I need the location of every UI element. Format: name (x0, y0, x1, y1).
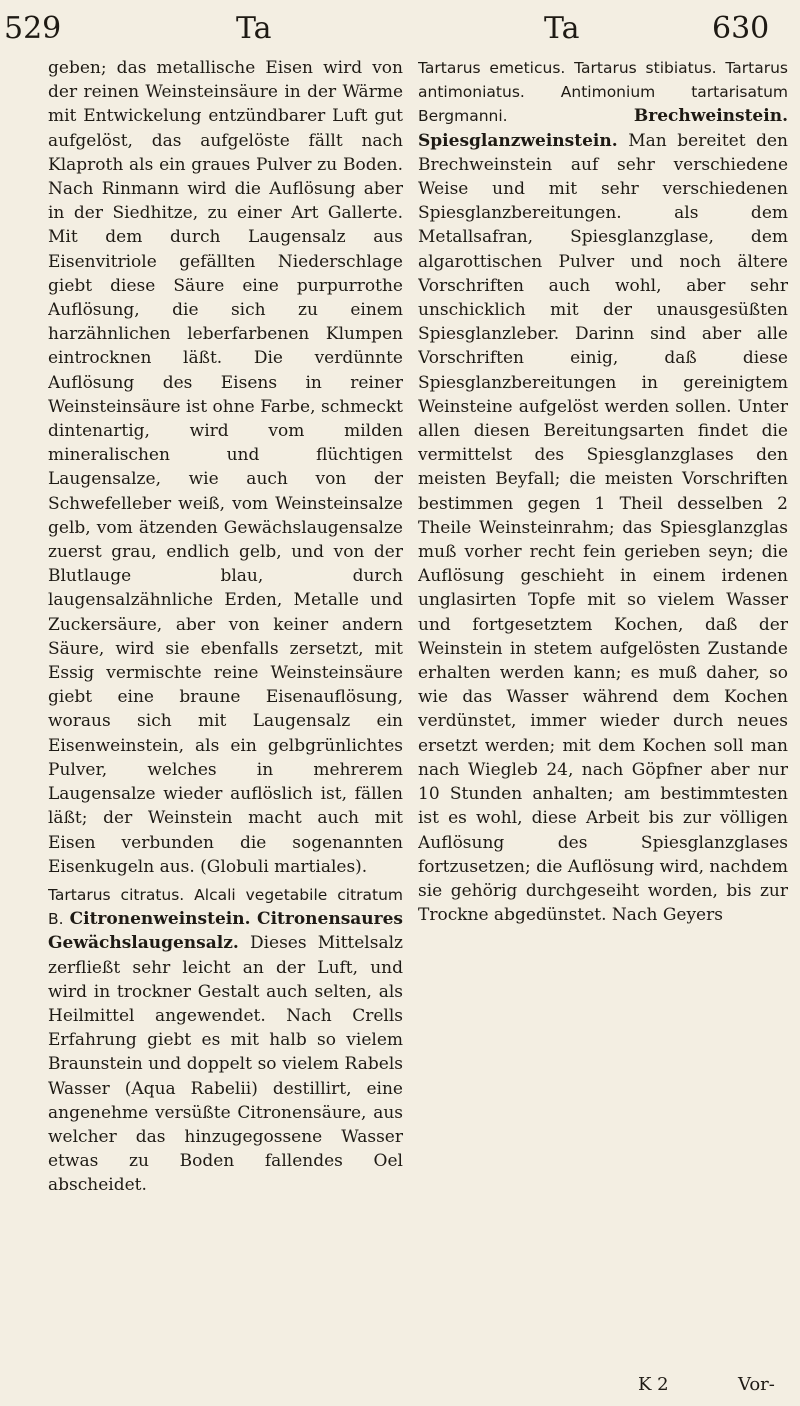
headword-right: Ta (544, 11, 580, 46)
left-column (48, 56, 403, 1396)
entry-headword-german: Brechweinstein. Spiesglanzweinstein. (418, 106, 788, 151)
running-header (0, 8, 800, 52)
entry-tartarus-emeticus (418, 56, 788, 927)
catchword: Vor- (738, 1374, 775, 1395)
entry-term: Tartarus emeticus. Tartarus stibiatus. Tartarus antimoniatus. Antimonium tartarisatum Bergmanni. (418, 59, 788, 126)
entry-body: Man bereitet den Brechweinstein auf sehr verschiedene Weise und mit sehr verschiedenen Spiesglanzbereitungen. als dem Metallsafran, Spiesglanzglase, dem algarottischen Pulver und noch ältere Vorschriften auch wohl, aber sehr unschicklich mit der unausgesüßten Spiesglanzleber. Darinn sind aber alle Vorschriften einig, daß diese Spiesglanzbereitungen in gereinigtem Weinsteine aufgelöst werden sollen. Unter allen diesen Bereitungsarten findet die vermittelst des Spiesglanzglases den meisten Beyfall; die meisten Vorschriften bestimmen gegen 1 Theil desselben 2 Theile Weinsteinrahm; das Spiesglanzglas muß vorher recht fein gerieben seyn; die Auflösung geschieht in einem irdenen unglasirten Topfe mit so vielem Wasser und fortgesetztem Kochen, daß der Weinstein in stetem aufgelösten Zustande erhalten werden kann; es muß daher, so wie das Wasser während dem Kochen verdünstet, immer wieder durch neues ersetzt werden; mit dem Kochen soll man nach Wiegleb 24, nach Göpfner aber nur 10 Stunden anhalten; am bestimmtesten ist es wohl, diese Arbeit bis zur völligen Auflösung des Spiesglanzglases fortzusetzen; die Auflösung wird, nachdem sie gehörig durchgeseiht worden, bis zur Trockne abgedünstet. Nach Geyers (418, 130, 788, 926)
headword-left: Ta (236, 11, 272, 46)
entry-term: Tartarus citratus. Alcali vegetabile citratum B. (48, 885, 403, 929)
entry-body: Dieses Mittelsalz zerfließt sehr leicht an der Luft, und wird in trockner Gestalt auch selten, als Heilmittel angewendet. Nach Crells Erfahrung giebt es mit halb so vielem Braunstein und doppelt so vielem Rabels Wasser (Aqua Rabelii) destillirt, eine angenehme versüßte Citronensäure, aus welcher das hinzugegossene Wasser etwas zu Boden fallendes Oel abscheidet. (48, 933, 403, 1196)
page-number-left: 529 (4, 11, 62, 46)
entry-tartarus-citratus (48, 883, 403, 1198)
page-number-right: 630 (712, 11, 770, 46)
signature-mark: K 2 (638, 1374, 669, 1395)
right-column (418, 56, 788, 1396)
entry-headword-german: Citronenweinstein. Citronensaures Gewächslaugensalz. (48, 909, 403, 954)
entry-continuation-text: geben; das metallische Eisen wird von der reinen Weinsteinsäure in der Wärme mit Entwickelung entzündbarer Luft gut aufgelöst, das aufgelöste fällt nach Klaproth als ein graues Pulver zu Boden. Nach Rinmann wird die Auflösung aber in der Siedhitze, zu einer Art Gallerte. Mit dem durch Laugensalz aus Eisenvitriole gefällten Niederschlage giebt diese Säure eine purpurrothe Auflösung, die sich zu einem harzähnlichen leberfarbenen Klumpen eintrocknen läßt. Die verdünnte Auflösung des Eisens in reiner Weinsteinsäure ist ohne Farbe, schmeckt dintenartig, wird vom milden mineralischen und flüchtigen Laugensalze, wie auch von der Schwefelleber weiß, vom Weinsteinsalze gelb, vom ätzenden Gewächslaugensalze zuerst grau, endlich gelb, und von der Blutlauge blau, durch laugensalzähnliche Erden, Metalle und Zuckersäure, aber von keiner andern Säure, wird sie ebenfalls zersetzt, mit Essig vermischte reine Weinsteinsäure giebt eine braune Eisenauflösung, woraus sich mit Laugensalz ein Eisenweinstein, als ein gelbgrünlichtes Pulver, welches in mehrerem Laugensalze wieder auflöslich ist, fällen läßt; der Weinstein macht auch mit Eisen verbunden die sogenannten Eisenkugeln aus. (Globuli martiales). (48, 58, 403, 877)
